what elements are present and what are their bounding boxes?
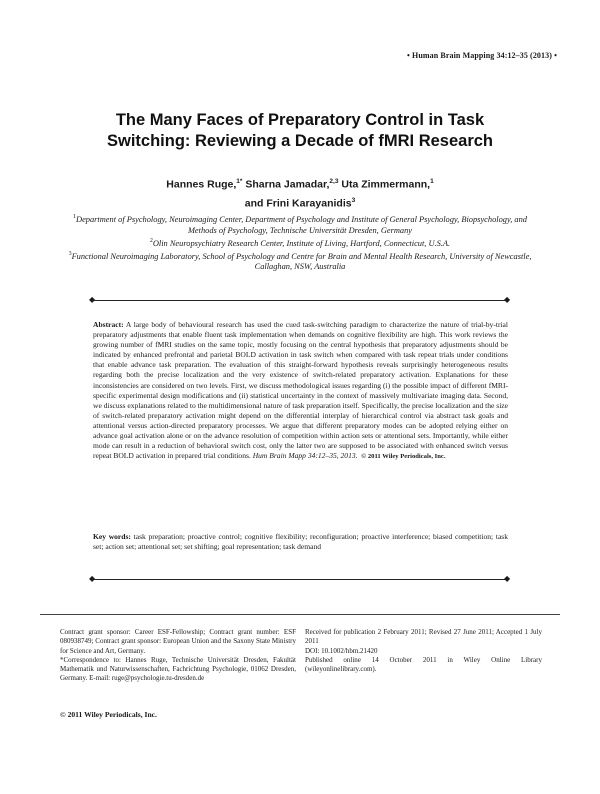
footnote-correspondence: *Correspondence to: Hannes Ruge, Technische Universität Dresden, Fakultät Mathematik und Naturwissenschaften, Fachrichtung Psychologie, 01062 Dresden, Germany. E-mail: ruge@psychologie.tu-dresden.de [60,655,296,683]
abstract-label: Abstract: [93,320,124,329]
affiliation: $^1$Department of Psychology, Neuroimaging Center, Department of Psychology and Institute of General Psychology, Biopsychology, and Methods of Psychology, Technische Universität Dresden, Germany [73,214,527,235]
author-name: Uta Zimmermann, [338,178,431,191]
keywords [93,532,508,552]
abstract-citation: Hum Brain Mapp 34:12–35, 2013. [252,451,358,461]
divider [92,300,508,301]
author-affil-mark: 3 [351,196,356,204]
diamond-ornament-icon: ◆ [504,574,511,583]
running-head: • Human Brain Mapping 34:12–35 (2013) • [407,51,557,60]
footnotes-left [60,628,296,684]
affiliation: $^2$Olin Neuropsychiatry Research Center, Institute of Living, Hartford, Connecticut, U.S.A. [149,237,451,248]
paper-title [40,110,560,152]
author-affil-mark: 2,3 [329,178,339,185]
footnote-published: Published online 14 October 2011 in Wiley Online Library (wileyonlinelibrary.com). [305,655,542,674]
author-name: Hannes Ruge, [166,178,237,191]
affiliations [60,212,540,272]
abstract-copyright: © 2011 Wiley Periodicals, Inc. [361,453,446,461]
diamond-ornament-icon: ◆ [89,574,96,583]
keywords-body: task preparation; proactive control; cognitive flexibility; reconfiguration; proactive interference; biased competition; task set; action set; attentional set; set shifting; goal representation; task demand [93,532,508,552]
footer-copyright: © 2011 Wiley Periodicals, Inc. [60,710,157,719]
footnote-divider [40,614,560,615]
title-line-2: Switching: Reviewing a Decade of fMRI Research [106,132,493,150]
footnotes-right [305,628,542,674]
author-name: Sharna Jamadar, [242,178,330,191]
author-name: and Frini Karayanidis [244,197,352,209]
diamond-ornament-icon: ◆ [504,295,511,304]
abstract-body: A large body of behavioural research has used the cued task-switching paradigm to characterize the nature of trial-by-trial preparatory adjustments that enable fluent task implementation when demands on cognitive flexibility are high. This work reviews the growing number of fMRI studies on the same topic, mostly focusing on the central hypothesis that preparatory adjustments should be indicated by enhanced prefrontal and parietal BOLD activation in task switch when compared with task repeat trials under conditions that enable advance task preparation. The evaluation of this straight-forward hypothesis reveals surprisingly heterogeneous results regarding both the precise localization and the very existence of switch-related preparatory activation. Explanations for these inconsistencies are considered on two levels. First, we discuss methodological issues regarding (i) the possible impact of different fMRI-specific experimental design modifications and (ii) statistical uncertainty in the context of massively multivariate imaging data. Second, we discuss explanations related to the multidimensional nature of task preparation itself. Specifically, the precise localization and the size of switch-related preparatory activation might depend on the differential interplay of hierarchical control via abstract task goals and attentional versus action-directed preparatory processes. We argue that different preparatory modes can be adopted relying either on advance goal activation alone or on the advance resolution of competition within action sets or attentional sets. Importantly, while either mode can result in a reduction of behavioral switch cost, only the latter two are supposed to be associated with enhanced switch versus repeat BOLD activation in prepared trial conditions. [93,320,508,461]
footnote-funding: Contract grant sponsor: Career ESF-Fellowship; Contract grant number: ESF 080938749; Contract grant sponsor: European Union and the Saxony State Ministry for Science and Art, Germany. [60,628,296,655]
keywords-label: Key words: [93,532,131,541]
footnote-doi: DOI: 10.1002/hbm.21420 [305,646,378,655]
affiliation: $^3$Functional Neuroimaging Laboratory, School of Psychology and Centre for Brain and Mental Health Research, University of Newcastle, Callaghan, NSW, Australia [68,250,532,272]
author-list [40,174,560,211]
author-affil-mark: 1 [430,178,434,185]
divider [92,579,508,580]
title-line-1: The Many Faces of Preparatory Control in Task [115,111,485,129]
footnote-received: Received for publication 2 February 2011; Revised 27 June 2011; Accepted 1 July 2011 [305,628,542,646]
abstract [93,320,508,462]
author-affil-mark: 1* [236,178,243,185]
diamond-ornament-icon: ◆ [89,295,96,304]
